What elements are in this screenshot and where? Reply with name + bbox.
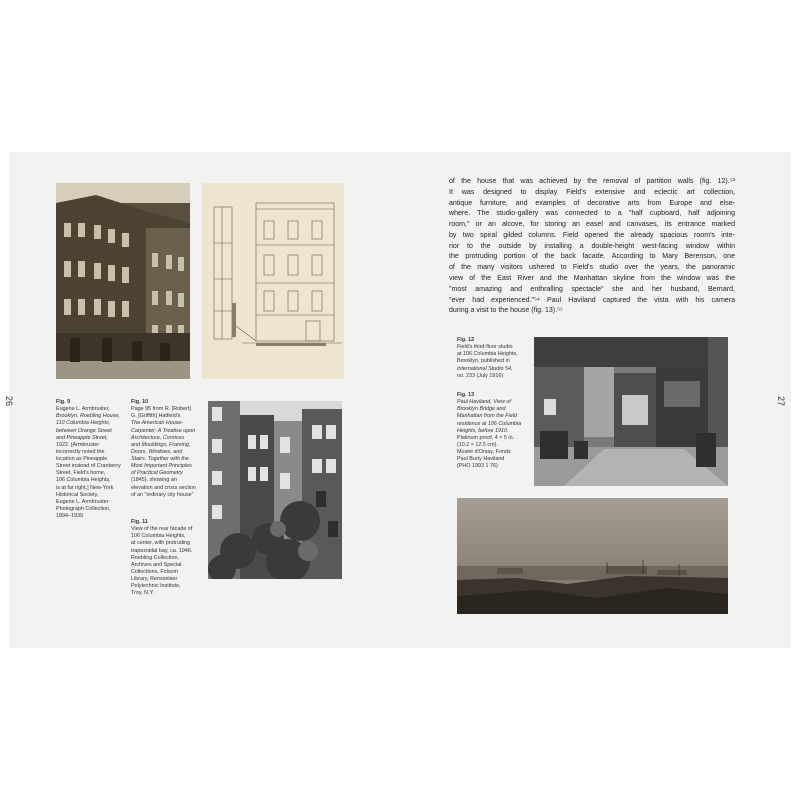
body-line: room," or an alcove, for storing an easel and canvases, its entrance marked (449, 221, 735, 229)
fig12-photo (534, 337, 728, 486)
fig11-label: Fig. 11 (131, 519, 148, 525)
body-text (449, 177, 735, 317)
fig10-drawing (202, 183, 344, 379)
fig9-label: Fig. 9 (56, 399, 71, 405)
body-line: antique furniture, and examples of decorative arts from Europe and else- (449, 199, 735, 207)
page-number-left: 26 (4, 396, 14, 407)
fig12-label: Fig. 12 (457, 337, 475, 343)
fig9-caption: Fig. 9 Eugene L. Armbruster, Brooklyn. Roebling House, 110 Columbia Heights, between Orange Street and Pineapple Street, 1922. [Armbruster incorrectly noted the location as Pineapple Street instead of Cranberry Street. Field's home, 106 Columbia Heights, is at far right.] New-York Historical Society, Eugene L. Armbruster Photograph Collection, 1894–1939 (56, 399, 128, 520)
fig12-caption: Fig. 12 Field's third-floor studio at 106 Columbia Heights, Brooklyn, published in International Studio 54, no. 233 (July 1916) (457, 337, 531, 380)
fig9-photo (56, 183, 190, 379)
page-number-right: 27 (776, 396, 786, 407)
body-line: where. The studio-gallery was connected to a "half cupboard, half adjoining (449, 210, 735, 218)
body-line: during a visit to the house (fig. 13).⁵⁵ (449, 307, 563, 315)
fig11-photo (208, 401, 342, 579)
fig10-caption: Fig. 10 Page 95 from R. [Robert] G. [Griffith] Hatfield's The American House- Carpenter: A Treatise upon Architecture, Cornices and Mouldings, Framing, Doors, Windows, and Stairs. Together with the Most Important Principles of Practical Geometry (1845), showing an elevation and cross section of an "ordinary city house" (131, 399, 206, 499)
fig13-photo (457, 498, 728, 614)
body-line: of the many visitors ushered to Field's studio over the years, the panoramic (449, 264, 735, 272)
body-line: view of the East River and the Manhattan skyline from the window was the (449, 275, 735, 283)
body-line: "most amazing and enthralling spectacle" she and her husband, Bernard, (449, 285, 735, 293)
fig13-label: Fig. 13 (457, 392, 475, 398)
fig10-label: Fig. 10 (131, 399, 149, 405)
body-line: of the house that was achieved by the removal of partition walls (fig. 12).⁵³ (449, 178, 735, 185)
body-line: It was designed to display Field's extensive and eclectic art collection, (449, 188, 735, 196)
body-line: "ever had experienced."⁵⁴ Paul Haviland captured the vista with his camera (449, 296, 735, 304)
fig11-caption: Fig. 11 View of the rear facade of 106 Columbia Heights, at center, with protruding trapezoidal bay, ca. 1946. Roebling Collection, Archives and Special Collections, Folsom Library, Rensselaer Polytechnic Institute, Troy, N.Y. (131, 519, 206, 597)
body-line: the protruding portion of the back facade. According to Mary Berenson, one (449, 253, 735, 261)
body-line: rior to the outside by installing a double-height west-facing window within (449, 242, 735, 250)
body-line: by two spiral gilded columns. Field opened the already spacious room's inte- (449, 231, 735, 239)
fig13-caption: Fig. 13 Paul Haviland, View of Brooklyn Bridge and Manhattan from the Field residence at 106 Columbia Heights, before 1910. Platinum proof, 4 × 5 in. (10.2 × 12.5 cm). Musée d'Orsay, Fonds Paul Burty Haviland (PHO 1993 1 76) (457, 392, 531, 470)
